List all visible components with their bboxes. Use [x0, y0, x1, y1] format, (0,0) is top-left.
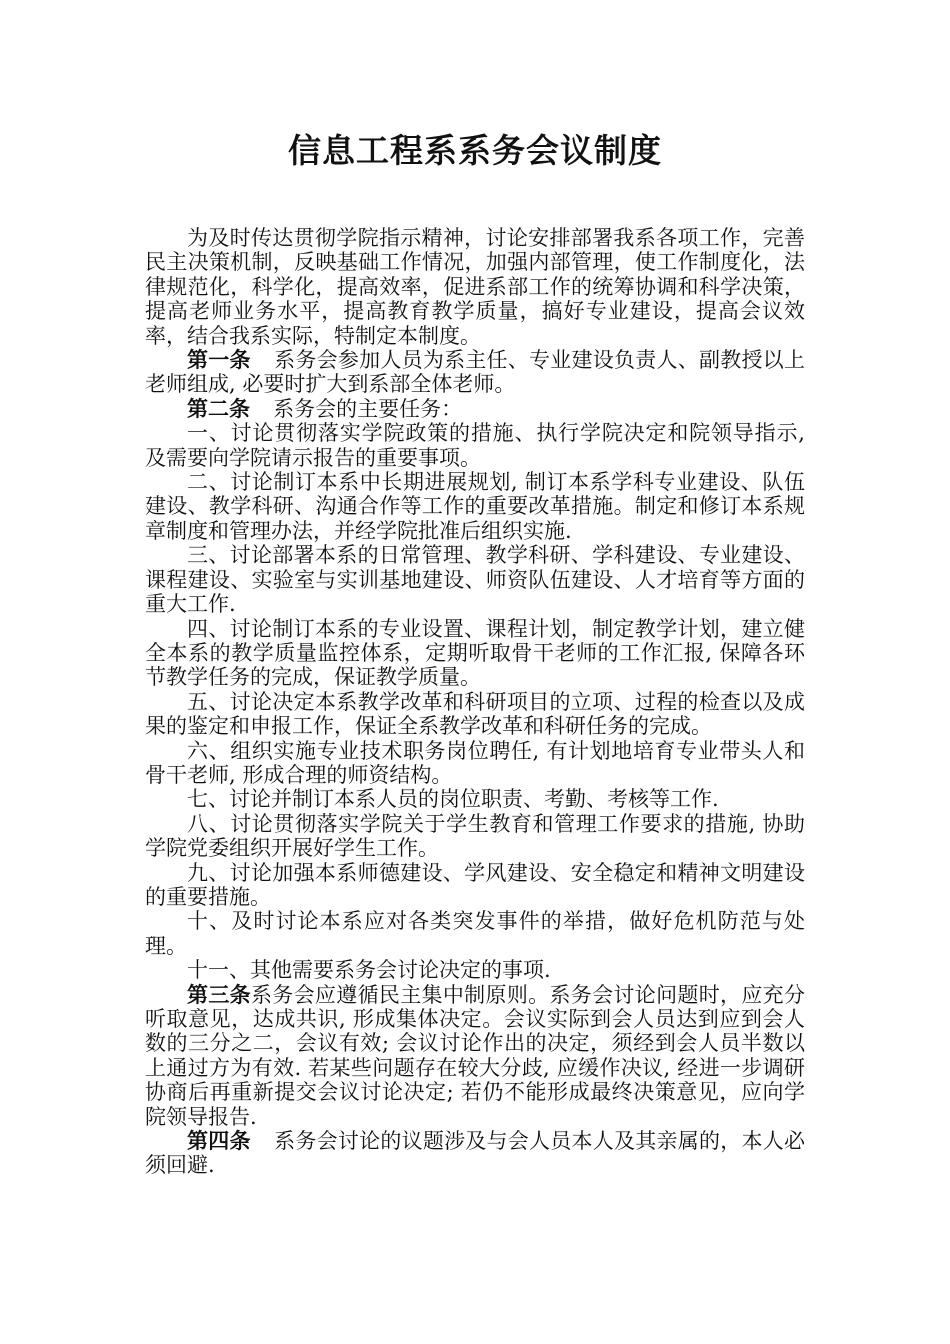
paragraph-text: 系务会参加人员为系主任、专业建设负责人、副教授以上老师组成, 必要时扩大到系部全体老师。	[145, 348, 806, 397]
paragraph-text: 八、讨论贯彻落实学院关于学生教育和管理工作要求的措施, 协助学院党委组织开展好学生工作。	[145, 811, 805, 861]
paragraph-text: 系务会讨论的议题涉及与会人员本人及其亲属的，本人必须回避.	[145, 1129, 806, 1178]
paragraph-text: 为及时传达贯彻学院指示精神，讨论安排部署我系各项工作，完善民主决策机制，反映基础工作情况，加强内部管理，使工作制度化，法律规范化，科学化，提高效率，促进系部工作的统筹协调和科学决策，提高老师业务水平，提高教育教学质量，搞好专业建设，提高会议效率，结合我系实际，特制定本制度。	[145, 226, 805, 348]
document-body	[145, 226, 805, 1178]
paragraph-text: 系务会应遵循民主集中制原则。系务会讨论问题时，应充分听取意见，达成共识, 形成集体决定。会议实际到会人员达到应到会人数的三分之二，会议有效; 会议讨论作出的决定，须经到会人员半数以上通过方为有效. 若某些问题存在较大分歧, 应缓作决议, 经进一步调研协商后再重新提交会议讨论决定; 若仍不能形成最终决策意见，应向学院领导报告.	[145, 982, 806, 1129]
paragraph-text: 六、组织实施专业技术职务岗位聘任, 有计划地培育专业带头人和骨干老师, 形成合理的师资结构。	[145, 738, 805, 787]
list-paragraph	[145, 812, 805, 861]
list-paragraph	[145, 690, 805, 739]
document-title: 信息工程系系务会议制度	[288, 131, 662, 170]
list-paragraph	[145, 470, 805, 543]
list-paragraph	[145, 909, 805, 958]
paragraph-text: 四、讨论制订本系的专业设置、课程计划，制定教学计划，建立健全本系的教学质量监控体系，定期听取骨干老师的工作汇报, 保障各环节教学任务的完成，保证教学质量。	[145, 616, 805, 690]
article-paragraph	[145, 348, 805, 397]
article-label: 第四条	[187, 1128, 251, 1154]
paragraph-text: 系务会的主要任务：	[273, 396, 463, 421]
list-paragraph	[145, 958, 805, 982]
paragraph-text: 十、及时讨论本系应对各类突发事件的举措，做好危机防范与处理。	[145, 909, 805, 958]
list-paragraph	[145, 543, 805, 616]
paragraph-text: 十一、其他需要系务会讨论决定的事项.	[187, 958, 551, 983]
list-paragraph	[145, 421, 805, 470]
intro-paragraph	[145, 226, 805, 348]
list-paragraph	[145, 617, 805, 690]
article-paragraph	[145, 1129, 805, 1178]
paragraph-text: 一、讨论贯彻落实学院政策的措施、执行学院决定和院领导指示, 及需要向学院请示报告的重要事项。	[145, 421, 805, 470]
article-label: 第一条	[187, 347, 251, 373]
list-paragraph	[145, 739, 805, 788]
list-paragraph	[145, 787, 805, 811]
paragraph-text: 三、讨论部署本系的日常管理、教学科研、学科建设、专业建设、课程建设、实验室与实训基地建设、师资队伍建设、人才培育等方面的重大工作.	[145, 543, 805, 617]
paragraph-text: 二、讨论制订本系中长期进展规划, 制订本系学科专业建设、队伍建设、教学科研、沟通合作等工作的重要改革措施。制定和修订本系规章制度和管理办法，并经学院批准后组织实施.	[145, 470, 805, 543]
article-paragraph	[145, 983, 805, 1129]
list-paragraph	[145, 861, 805, 910]
article-label: 第三条	[187, 981, 251, 1007]
article-label: 第二条	[187, 395, 250, 421]
paragraph-text: 五、讨论决定本系教学改革和科研项目的立项、过程的检查以及成果的鉴定和申报工作，保证全系教学改革和科研任务的完成。	[145, 689, 805, 739]
paragraph-text: 九、讨论加强本系师德建设、学风建设、安全稳定和精神文明建设的重要措施。	[145, 860, 805, 909]
paragraph-text: 七、讨论并制订本系人员的岗位职责、考勤、考核等工作.	[187, 787, 719, 812]
article-paragraph	[145, 397, 805, 421]
